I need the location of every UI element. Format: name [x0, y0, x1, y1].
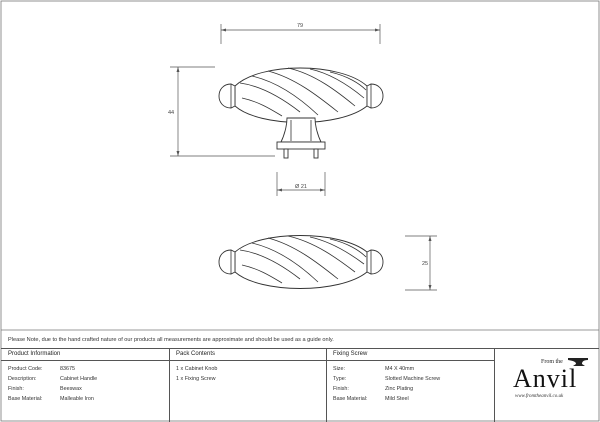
fixing-screw-section	[326, 348, 495, 422]
info-row: Base Material: Mild Steel	[333, 396, 409, 402]
measurement-note: Please Note, due to the hand crafted nature of our products all measurements are approximate and should be used as a guide only.	[8, 337, 334, 343]
product-information-section	[1, 348, 170, 422]
height-label: 44	[167, 110, 175, 116]
knob-left-cap-top	[219, 250, 235, 274]
info-row: Product Code: 83675	[8, 366, 75, 372]
width-label: 79	[296, 23, 304, 29]
logo-wordmark: Anvil	[513, 364, 578, 393]
knob-pin-left	[284, 149, 288, 158]
info-row: Base Material: Malleable Iron	[8, 396, 94, 402]
info-row: Description: Cabinet Handle	[8, 376, 98, 382]
logo-small-text: From the	[541, 359, 563, 365]
info-row: Type: Slotted Machine Screw	[333, 376, 441, 382]
logo-url: www.fromtheanvil.co.uk	[515, 394, 564, 399]
top-view	[219, 236, 437, 291]
product-information-heading: Product Information	[8, 351, 61, 357]
info-row: Finish: Zinc Plating	[333, 386, 414, 392]
knob-base	[277, 142, 325, 149]
knob-body	[235, 68, 367, 123]
knob-left-cap	[219, 84, 235, 108]
info-row: Finish: Beeswax	[8, 386, 82, 392]
list-item: 1 x Fixing Screw	[176, 376, 216, 382]
knob-pin-right	[314, 149, 318, 158]
list-item: 1 x Cabinet Knob	[176, 366, 218, 372]
pack-contents-section	[169, 348, 327, 422]
knob-right-cap-top	[367, 250, 383, 274]
fixing-screw-heading: Fixing Screw	[333, 351, 368, 357]
from-the-anvil-logo	[497, 350, 597, 420]
side-height-label: 25	[421, 261, 429, 267]
diameter-label: Ø 21	[295, 184, 307, 190]
front-view	[168, 23, 383, 196]
info-row: Size: M4 X 40mm	[333, 366, 415, 372]
knob-right-cap	[367, 84, 383, 108]
pack-contents-heading: Pack Contents	[176, 351, 216, 357]
knob-neck	[281, 118, 321, 142]
